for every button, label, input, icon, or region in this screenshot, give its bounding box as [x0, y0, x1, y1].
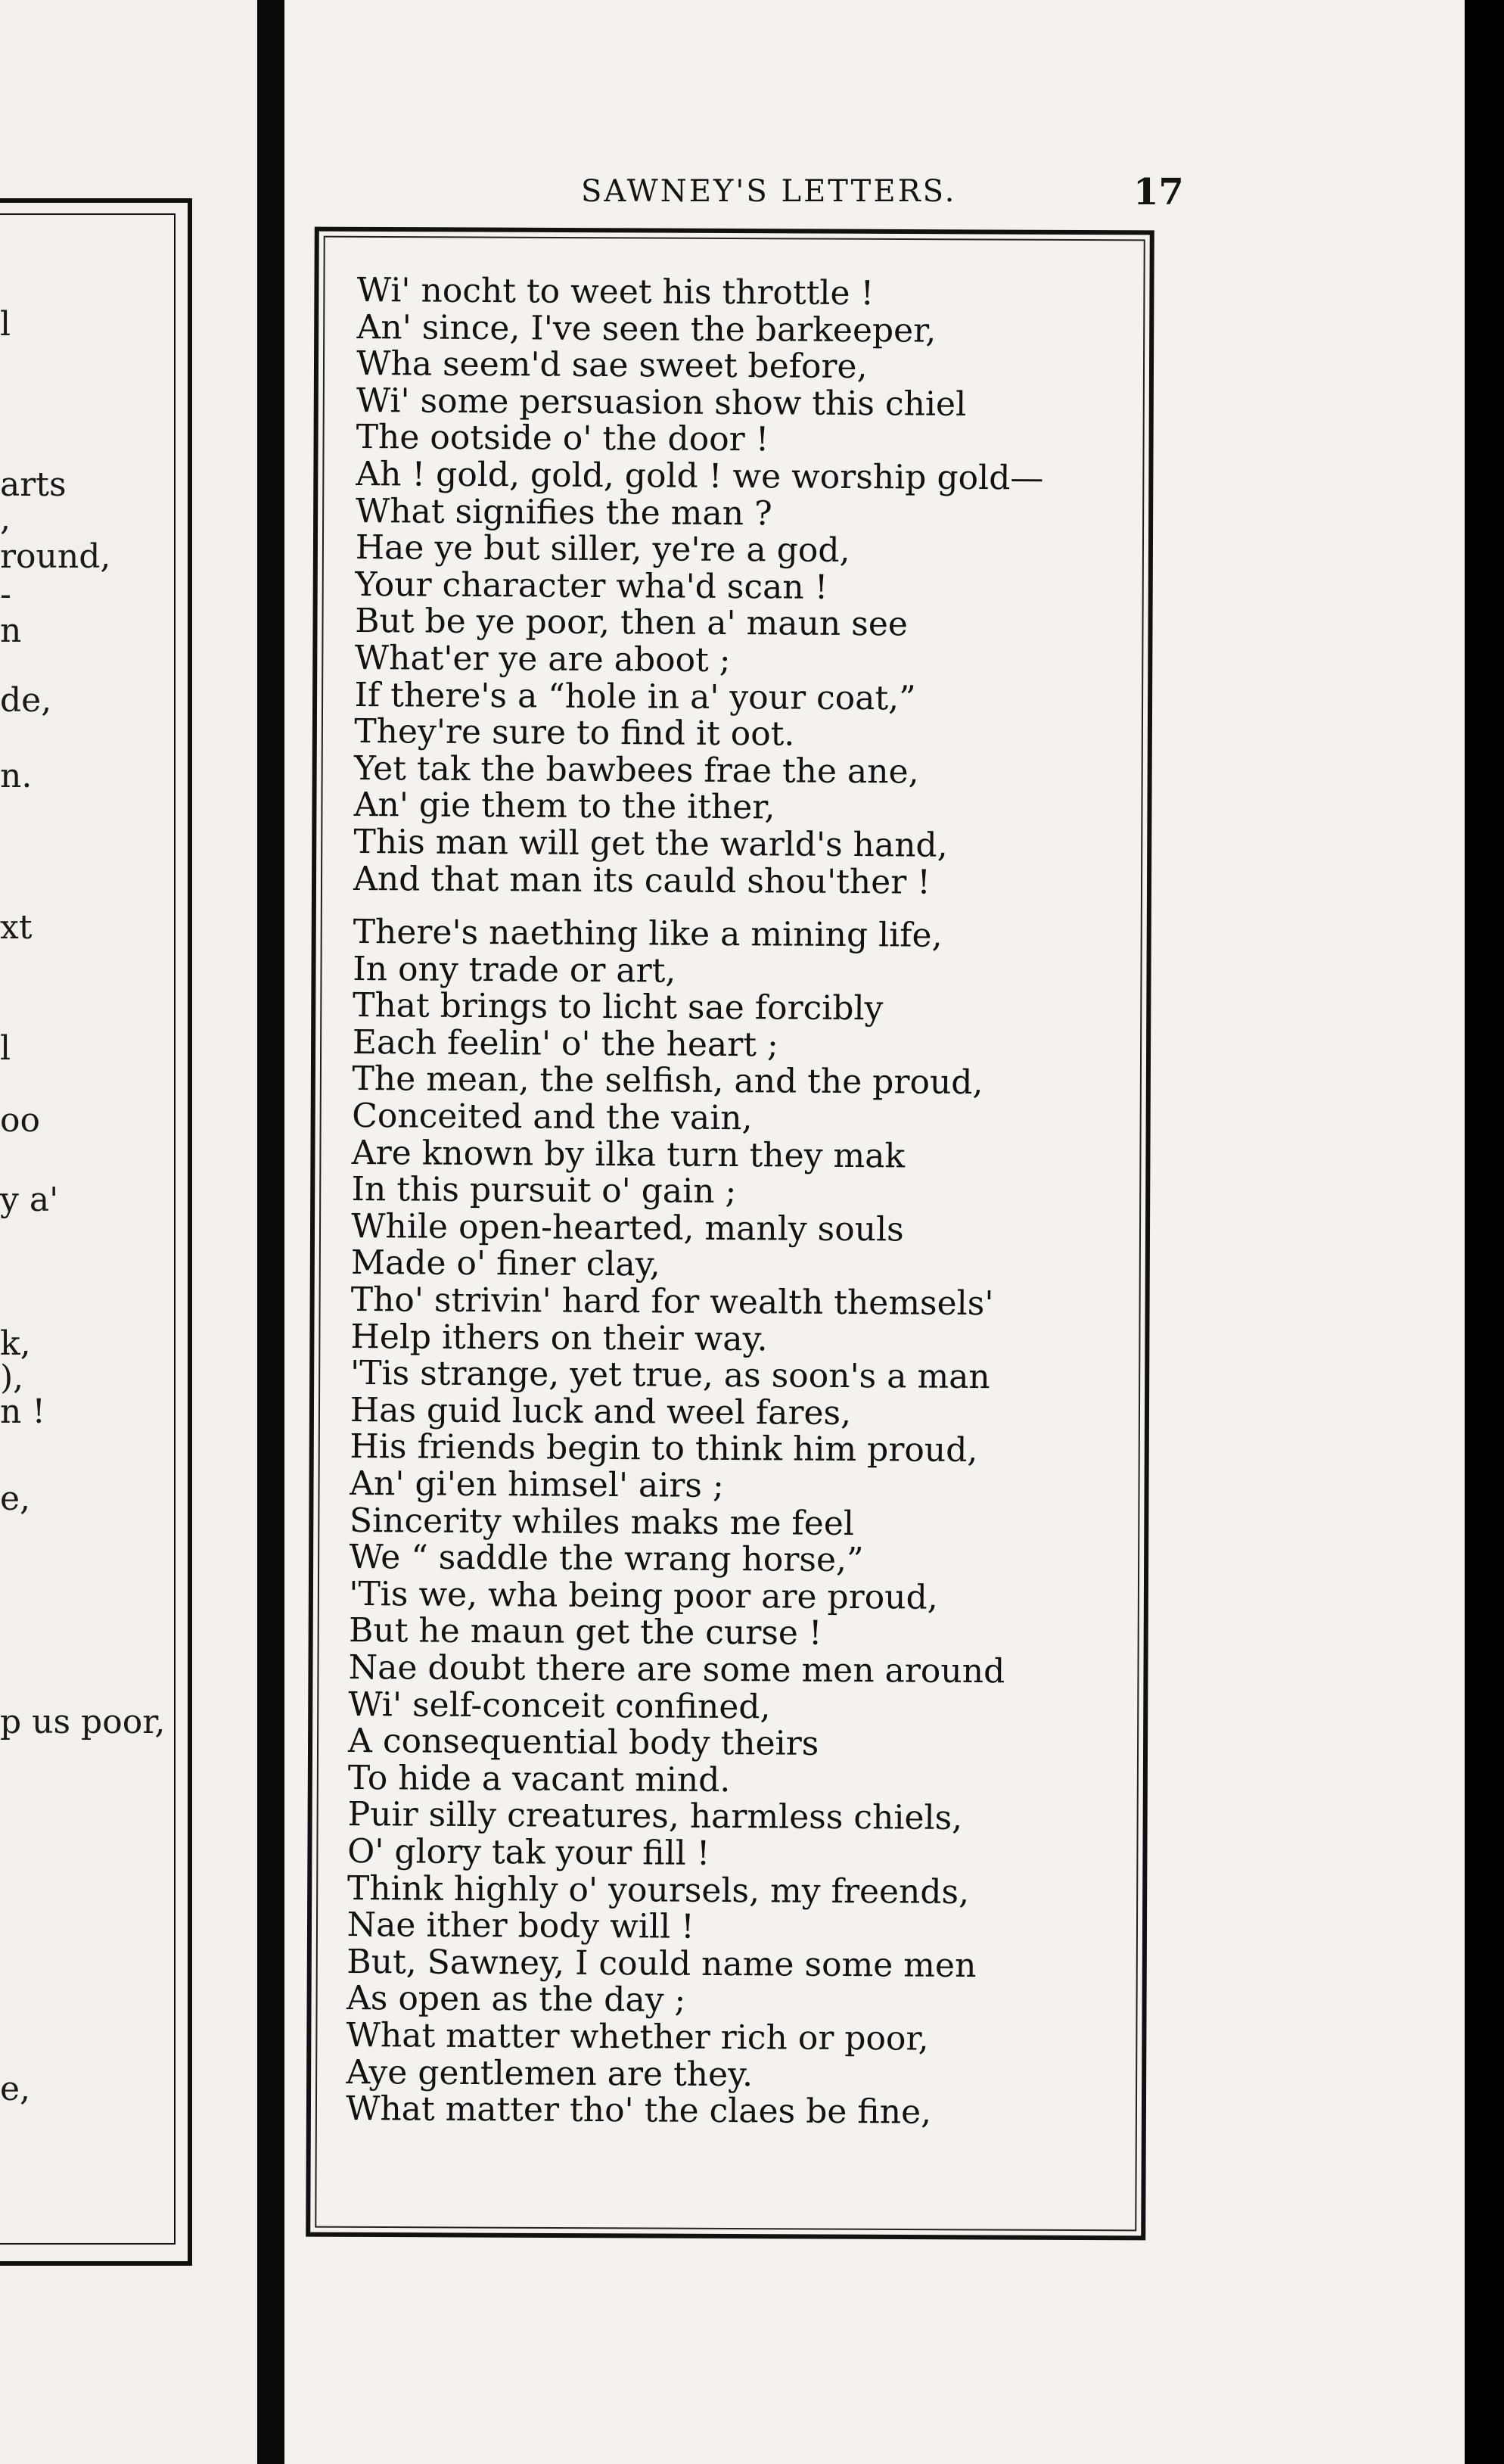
verse-line: Conceited and the vain,	[352, 1097, 753, 1138]
verse-line: But, Sawney, I could name some men	[346, 1942, 977, 1985]
verse-line: Sincerity whiles maks me feel	[349, 1501, 855, 1543]
verse-line: Wha seem'd sae sweet before,	[356, 344, 868, 387]
verse-line: Think highly o' yoursels, my freends,	[346, 1868, 970, 1912]
verse-line: An' gi'en himsel' airs ;	[350, 1464, 724, 1505]
verse-line: Each feelin' o' the heart ;	[352, 1022, 778, 1065]
verse-line: An' gie them to the ither,	[353, 786, 775, 827]
verse-line: But be ye poor, then a' maun see	[355, 602, 909, 644]
previous-page-line-fragment: -	[0, 575, 11, 614]
verse-line: And that man its cauld shou'ther !	[353, 859, 931, 902]
verse-line: 'Tis we, wha being poor are proud,	[349, 1574, 938, 1617]
verse-line: Aye gentlemen are they.	[346, 2052, 754, 2094]
previous-page-line-fragment: l	[0, 305, 11, 344]
verse-line: That brings to licht sae forcibly	[352, 986, 884, 1028]
previous-page-line-fragment: oo	[0, 1101, 40, 1140]
previous-page-line-fragment: ,	[0, 499, 11, 538]
verse-line: His friends begin to think him proud,	[350, 1427, 978, 1470]
verse-line: As open as the day ;	[346, 1979, 686, 2021]
verse-line: If there's a “hole in a' your coat,”	[354, 675, 916, 718]
verse-line: Help ithers on their way.	[350, 1317, 768, 1358]
verse-line: The mean, the selfish, and the proud,	[352, 1059, 984, 1103]
previous-page-line-fragment: xt	[0, 908, 33, 947]
verse-line: In ony trade or art,	[353, 949, 676, 991]
running-head: SAWNEY'S LETTERS.	[581, 174, 957, 209]
page-edge	[1465, 0, 1504, 2464]
verse-line: Wi' nocht to weet his throttle !	[356, 271, 875, 313]
previous-page-line-fragment: p us poor,	[0, 1703, 166, 1741]
verse-line: What'er ye are aboot ;	[354, 638, 731, 680]
verse-line: This man will get the warld's hand,	[353, 822, 948, 865]
verse-line: An' since, I've seen the barkeeper,	[356, 307, 937, 350]
previous-page-line-fragment: n	[0, 611, 22, 650]
previous-page-line-fragment: e,	[0, 2070, 31, 2108]
previous-page-line-fragment: k,	[0, 1324, 31, 1363]
verse-line: Your character wha'd scan !	[355, 565, 828, 607]
verse-line: To hide a vacant mind.	[347, 1758, 731, 1800]
verse-line: In this pursuit o' gain ;	[351, 1170, 737, 1212]
verse-line: Made o' finer clay,	[350, 1243, 660, 1284]
verse-line: Are known by ilka turn they mak	[351, 1133, 906, 1176]
verse-line: What signifies the man ?	[355, 491, 772, 533]
verse-line: Yet tak the bawbees frae the ane,	[353, 748, 919, 792]
poem-text	[346, 272, 1129, 2133]
verse-line: We “ saddle the wrang horse,”	[349, 1538, 864, 1580]
verse-line: What matter tho' the claes be fine,	[346, 2089, 932, 2132]
verse-line: There's naething like a mining life,	[353, 913, 943, 955]
previous-page-line-fragment: round,	[0, 537, 111, 576]
verse-line: Hae ye but siller, ye're a god,	[355, 528, 850, 571]
verse-line: What matter whether rich or poor,	[346, 2015, 929, 2058]
verse-line: Nae doubt there are some men around	[348, 1647, 1005, 1691]
previous-page-line-fragment: n !	[0, 1392, 46, 1431]
verse-line: O' glory tak your fill !	[347, 1831, 710, 1873]
previous-page-line-fragment: y a'	[0, 1181, 59, 1219]
verse-line: 'Tis strange, yet true, as soon's a man	[350, 1354, 990, 1397]
previous-page-line-fragment: arts	[0, 465, 67, 504]
previous-page-fragment	[0, 0, 257, 2464]
verse-line: But he maun get the curse !	[348, 1611, 822, 1654]
page	[284, 0, 1465, 2464]
verse-line: Puir silly creatures, harmless chiels,	[347, 1795, 963, 1838]
verse-line: Wi' some persuasion show this chiel	[356, 381, 967, 424]
verse-line: They're sure to find it oot.	[354, 712, 795, 754]
verse-line: Has guid luck and weel fares,	[350, 1390, 852, 1433]
previous-page-line-fragment: l	[0, 1029, 11, 1068]
previous-page-line-fragment: n.	[0, 757, 33, 795]
page-number: 17	[1133, 171, 1184, 213]
verse-line: A consequential body theirs	[347, 1722, 819, 1763]
previous-page-line-fragment: de,	[0, 681, 52, 720]
verse-line: Ah ! gold, gold, gold ! we worship gold—	[356, 454, 1044, 498]
book-gutter	[257, 0, 284, 2464]
previous-page-line-fragment: e,	[0, 1479, 31, 1518]
verse-line: Tho' strivin' hard for wealth themsels'	[350, 1280, 994, 1324]
verse-line: The ootside o' the door !	[356, 418, 769, 459]
previous-page-line-fragment: ),	[0, 1358, 24, 1397]
verse-line: Wi' self-conceit confined,	[348, 1685, 771, 1726]
verse-line: Nae ither body will !	[346, 1906, 695, 1946]
previous-page-frame-inner	[0, 213, 176, 2245]
verse-line: While open-hearted, manly souls	[351, 1206, 904, 1249]
